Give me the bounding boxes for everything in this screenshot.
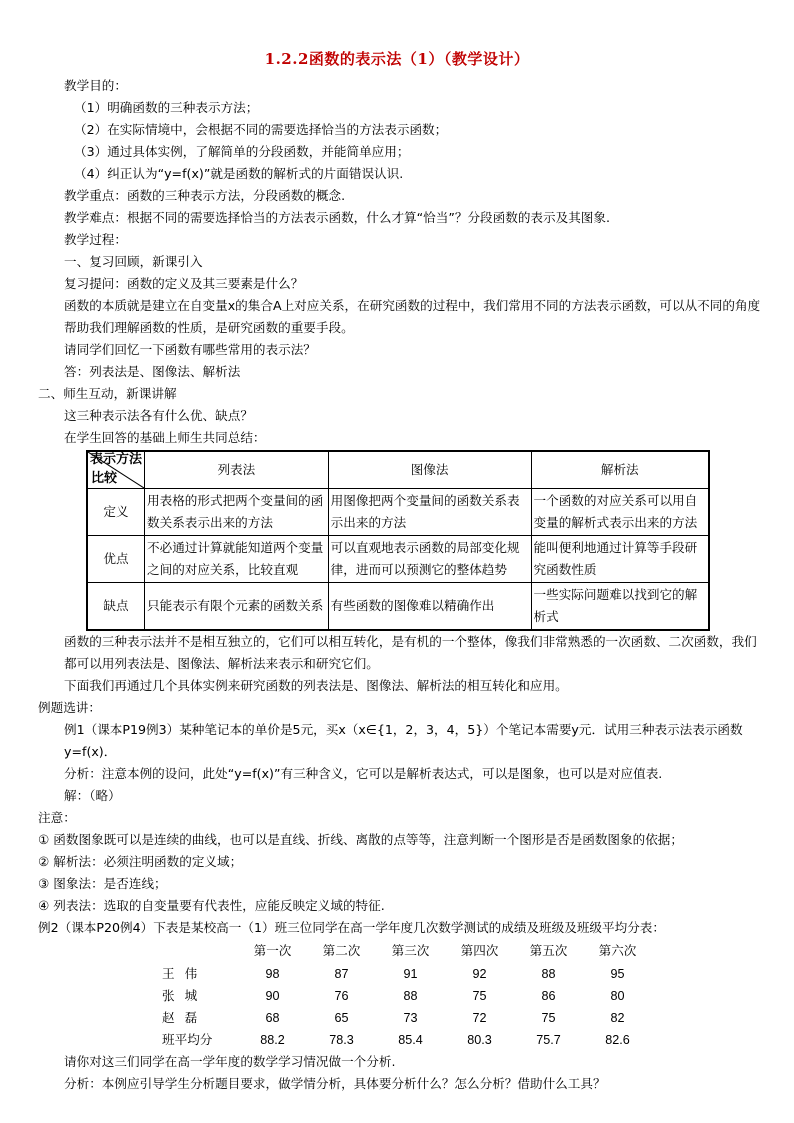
notes-heading: 注意： [38,810,76,825]
table-cell: 可以直观地表示函数的局部变化规律，进而可以预测它的整体趋势 [328,536,531,583]
after-table-text: 函数的三种表示法并不是相互独立的，它们可以相互转化，是有机的一个整体，像我们非常熟悉的一次函数、二次函数，我们都可以用列表法是、图像法、解析法来表示和研究它们。 [64,634,757,671]
table-row [162,1029,652,1051]
corner-top-label: 表示方法 [89,452,142,467]
scores-column-header: 第五次 [529,943,568,958]
score-cell: 92 [472,967,487,981]
table-cell: 不必通过计算就能知道两个变量之间的对应关系，比较直观 [145,536,329,583]
score-cell: 80.3 [467,1033,492,1047]
row-header: 优点 [87,536,145,583]
score-cell: 82 [610,1011,625,1025]
scores-column-header: 第三次 [391,943,430,958]
example2-text: 例2（课本P20例4）下表是某校高一（1）班三位同学在高一学年度几次数学测试的成绩及班级及班级平均分表： [38,920,665,935]
scores-column-header: 第二次 [322,943,361,958]
column-header: 图像法 [328,451,531,489]
table-row [87,489,709,536]
table-cell: 用图像把两个变量间的函数关系表示出来的方法 [328,489,531,536]
score-cell: 90 [265,989,280,1003]
table-row [162,1007,652,1029]
scores-column-header: 第四次 [460,943,499,958]
scores-column-header: 第六次 [598,943,637,958]
score-cell: 80 [610,989,625,1003]
objective-item: （1）明确函数的三种表示方法； [74,100,259,115]
score-cell: 76 [334,989,349,1003]
recall-answer: 答：列表法是、图像法、解析法 [64,364,241,379]
examples-heading: 例题选讲： [38,700,101,715]
note-item: ② 解析法：必须注明函数的定义域； [38,854,243,869]
score-cell: 86 [541,989,556,1003]
score-cell: 82.6 [605,1033,630,1047]
key-point: 教学重点：函数的三种表示方法，分段函数的概念. [64,188,346,203]
difficulty: 教学难点：根据不同的需要选择恰当的方法表示函数，什么才算“恰当”？分段函数的表示及其图象. [64,210,610,225]
example2-question: 请你对这三们同学在高一学年度的数学学习情况做一个分析. [64,1054,396,1069]
score-cell: 68 [265,1011,280,1025]
score-cell: 85.4 [398,1033,423,1047]
score-cell: 91 [403,967,418,981]
recall-question: 请同学们回忆一下函数有哪些常用的表示法？ [64,342,316,357]
class-average-label: 班平均分 [162,1032,213,1047]
score-cell: 88.2 [260,1033,285,1047]
objective-item: （4）纠正认为“y=f(x)”就是函数的解析式的片面错误认识. [74,166,404,181]
table-cell: 一些实际问题难以找到它的解析式 [531,583,709,631]
student-name: 赵磊 [162,1010,208,1025]
section2-heading: 二、师生互动，新课讲解 [38,386,177,401]
score-cell: 75 [541,1011,556,1025]
table-cell: 只能表示有限个元素的函数关系 [145,583,329,631]
table-row [87,583,709,631]
row-header: 定义 [87,489,145,536]
score-cell: 78.3 [329,1033,354,1047]
scores-table [162,939,652,1051]
score-cell: 73 [403,1011,418,1025]
score-cell: 75.7 [536,1033,561,1047]
example1-analysis: 分析：注意本例的设问，此处“y=f(x)”有三种含义，它可以是解析表达式，可以是图象，也可以是对应值表. [64,766,663,781]
next-paragraph: 下面我们再通过几个具体实例来研究函数的列表法是、图像法、解析法的相互转化和应用。 [64,678,568,693]
score-cell: 72 [472,1011,487,1025]
column-header: 列表法 [145,451,329,489]
score-cell: 65 [334,1011,349,1025]
table-row [162,963,652,985]
note-item: ④ 列表法：选取的自变量要有代表性，应能反映定义域的特征. [38,898,385,913]
example1-solution: 解：（略） [64,788,121,803]
score-cell: 75 [472,989,487,1003]
document-title: 1.2.2函数的表示法（1）（教学设计） [264,50,530,68]
score-cell: 88 [403,989,418,1003]
table-corner-cell [87,451,145,489]
section2-summary: 在学生回答的基础上师生共同总结： [64,430,266,445]
table-cell: 能叫便利地通过计算等手段研究函数性质 [531,536,709,583]
function-essence-text: 函数的本质就是建立在自变量x的集合A上对应关系，在研究函数的过程中，我们常用不同的方法表示函数，可以从不同的角度帮助我们理解函数的性质，是研究函数的重要手段。 [64,298,761,335]
corner-bottom-label: 比较 [91,471,118,486]
score-cell: 88 [541,967,556,981]
process-heading: 教学过程： [64,232,127,247]
table-row [162,985,652,1007]
table-cell: 用表格的形式把两个变量间的函数关系表示出来的方法 [145,489,329,536]
score-cell: 87 [334,967,349,981]
example1-text [38,719,764,763]
objective-item: （2）在实际情境中，会根据不同的需要选择恰当的方法表示函数； [74,122,448,137]
score-cell: 95 [610,967,625,981]
example1-statement: 例1（课本P19例3）某种笔记本的单价是5元，买x（x∈{1，2，3，4，5}）个笔记本需要y元．试用三种表示法表示函数y=f(x)． [64,722,743,759]
note-item: ③ 图象法：是否连线； [38,876,167,891]
table-cell: 一个函数的对应关系可以用自变量的解析式表示出来的方法 [531,489,709,536]
table-cell: 有些函数的图像难以精确作出 [328,583,531,631]
after-table-paragraph [38,631,764,675]
document-body [38,75,764,1095]
scores-corner [162,939,238,963]
objective-item: （3）通过具体实例，了解简单的分段函数，并能简单应用； [74,144,410,159]
student-name: 张城 [162,988,208,1003]
review-question: 复习提问：函数的定义及其三要素是什么？ [64,276,304,291]
section2-question: 这三种表示法各有什么优、缺点？ [64,408,253,423]
table-row [87,536,709,583]
objectives-heading: 教学目的： [64,78,127,93]
example2-analysis: 分析：本例应引导学生分析题目要求，做学情分析，具体要分析什么？怎么分析？借助什么工具？ [64,1076,606,1091]
function-essence-paragraph [38,295,764,339]
student-name: 王伟 [162,966,208,981]
comparison-table [86,450,710,631]
row-header: 缺点 [87,583,145,631]
note-item: ① 函数图象既可以是连续的曲线，也可以是直线、折线、离散的点等等，注意判断一个图形是否是函数图象的依据； [38,832,683,847]
scores-column-header: 第一次 [253,943,292,958]
score-cell: 98 [265,967,280,981]
section1-heading: 一、复习回顾，新课引入 [64,254,203,269]
column-header: 解析法 [531,451,709,489]
